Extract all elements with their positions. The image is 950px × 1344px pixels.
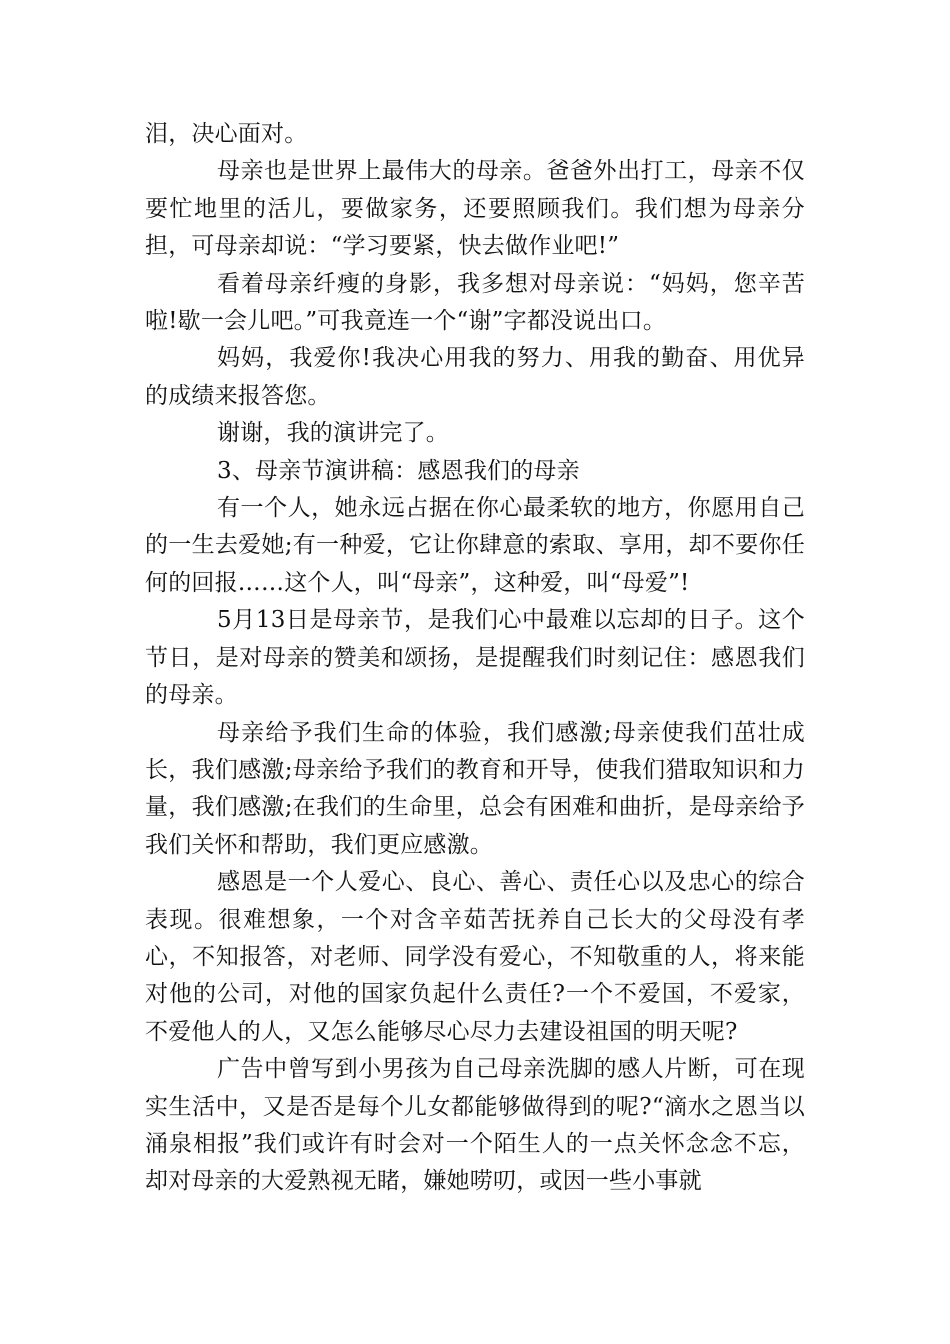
paragraph: 感恩是一个人爱心、良心、善心、责任心以及忠心的综合表现。很难想象，一个对含辛茹苦抚养自己长大的父母没有孝心，不知报答，对老师、同学没有爱心，不知敬重的人，将来能对他的公司，对他的国家负起什么责任?一个不爱国，不爱家，不爱他人的人，又怎么能够尽心尽力去建设祖国的明天呢? — [145, 869, 805, 1045]
paragraph: 母亲给予我们生命的体验，我们感激;母亲使我们茁壮成长，我们感激;母亲给予我们的教育和开导，使我们猎取知识和力量，我们感激;在我们的生命里，总会有困难和曲折，是母亲给予我们关怀和帮助，我们更应感激。 — [145, 719, 805, 858]
paragraph-continuation: 泪，决心面对。 — [145, 121, 308, 147]
paragraph: 妈妈，我爱你!我决心用我的努力、用我的勤奋、用优异的成绩来报答您。 — [145, 345, 805, 409]
document-body — [145, 116, 805, 1201]
paragraph: 看着母亲纤瘦的身影，我多想对母亲说：“妈妈，您辛苦啦!歇一会儿吧。”可我竟连一个“谢”字都没说出口。 — [145, 270, 805, 335]
paragraph: 母亲也是世界上最伟大的母亲。爸爸外出打工，母亲不仅要忙地里的活儿，要做家务，还要照顾我们。我们想为母亲分担，可母亲却说：“学习要紧，快去做作业吧!” — [145, 158, 805, 260]
paragraph: 广告中曾写到小男孩为自己母亲洗脚的感人片断，可在现实生活中，又是否是每个儿女都能够做得到的呢?“滴水之恩当以涌泉相报”我们或许有时会对一个陌生人的一点关怀念念不忘，却对母亲的大爱熟视无睹，嫌她唠叨，或因一些小事就 — [145, 1056, 805, 1195]
section-heading: 3、母亲节演讲稿：感恩我们的母亲 — [217, 457, 580, 484]
paragraph: 谢谢，我的演讲完了。 — [217, 420, 449, 447]
paragraph: 有一个人，她永远占据在你心最柔软的地方，你愿用自己的一生去爱她;有一种爱，它让你肆意的索取、享用，却不要你任何的回报……这个人，叫“母亲”，这种爱，叫“母爱”! — [145, 495, 805, 596]
paragraph: 5月13日是母亲节，是我们心中最难以忘却的日子。这个节日，是对母亲的赞美和颂扬，是提醒我们时刻记住：感恩我们的母亲。 — [145, 607, 805, 709]
